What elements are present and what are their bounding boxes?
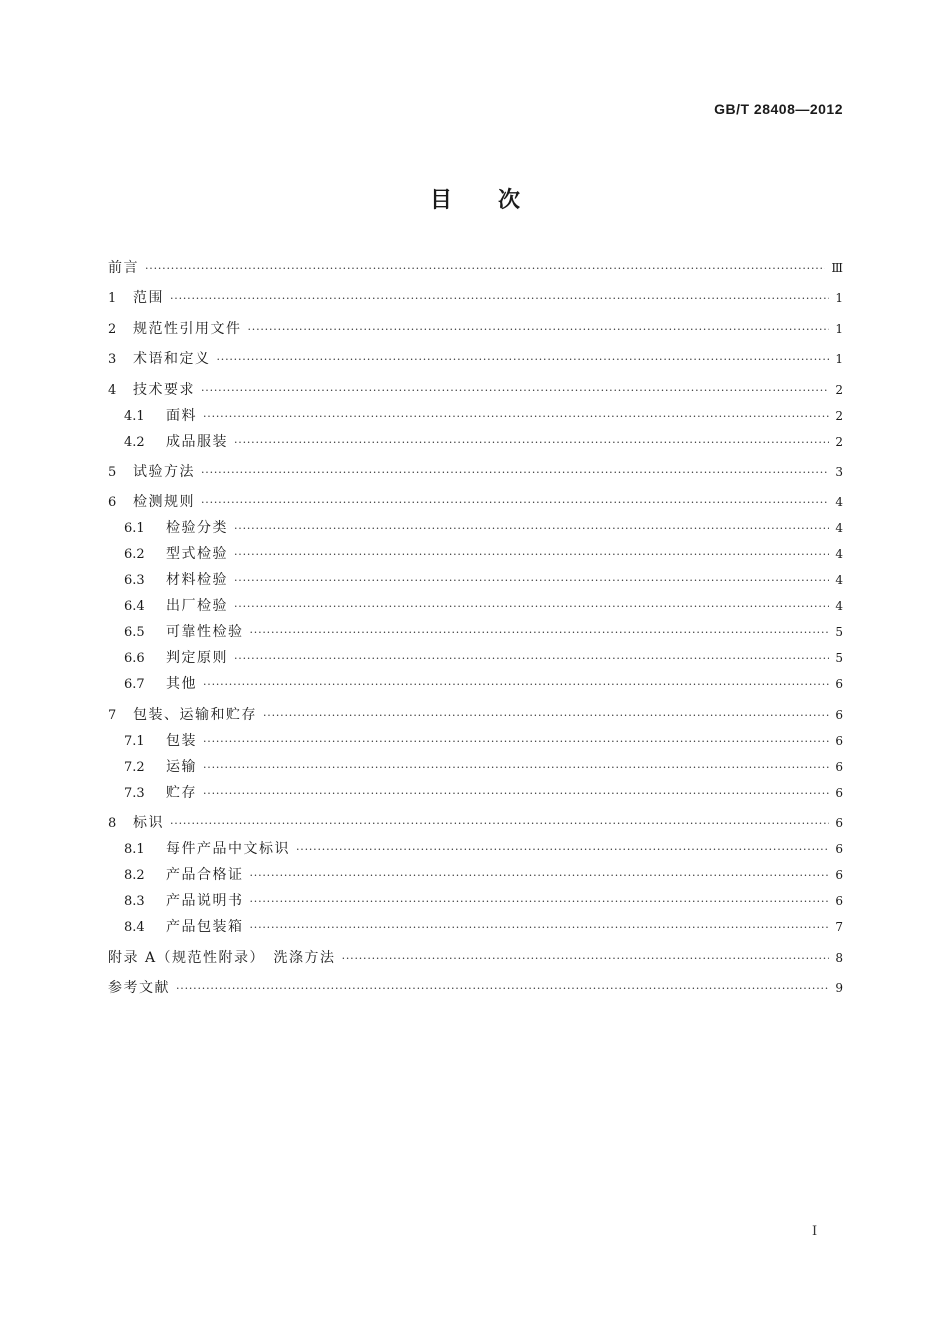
toc-entry[interactable]: [108, 706, 843, 725]
toc-entry-page: 4: [835, 521, 843, 536]
toc-leader-dots: [263, 707, 829, 725]
toc-leader-dots: [201, 494, 829, 512]
toc-entry-label: 参考文献: [108, 979, 170, 996]
toc-leader-dots: [145, 260, 825, 278]
toc-entry-label: 产品说明书: [166, 893, 244, 910]
toc-entry-number: 5: [108, 464, 117, 480]
toc-entry-label: 每件产品中文标识: [166, 841, 290, 858]
toc-entry-page: 6: [835, 894, 843, 909]
toc-entry-number: 8: [108, 816, 117, 832]
toc-entry-page: 5: [835, 651, 843, 666]
toc-entry-page: 6: [835, 868, 843, 883]
toc-entry-page: 4: [835, 573, 843, 588]
toc-entry-label: 前言: [108, 260, 139, 276]
toc-entry-label: 贮存: [166, 784, 197, 801]
toc-entry-page: 5: [835, 625, 843, 640]
toc-leader-dots: [250, 624, 830, 642]
toc-subentry[interactable]: [108, 840, 843, 859]
toc-subentry[interactable]: [108, 597, 843, 616]
toc-leader-dots: [203, 759, 829, 777]
toc-leader-dots: [217, 351, 830, 369]
toc-entry[interactable]: [108, 979, 843, 998]
toc-subentry[interactable]: [108, 892, 843, 911]
toc-leader-dots: [176, 980, 829, 998]
toc-entry-label: 成品服装: [166, 433, 228, 450]
toc-entry[interactable]: [108, 289, 843, 308]
toc-entry-label: 规范性引用文件: [133, 320, 242, 337]
toc-subentry[interactable]: [108, 623, 843, 642]
toc-entry-page: 4: [835, 599, 843, 614]
toc-entry-number: 4.1: [124, 408, 145, 424]
toc-entry-label: 运输: [166, 758, 197, 775]
toc-entry-label: 产品包装箱: [166, 919, 244, 936]
toc-leader-dots: [201, 464, 829, 482]
toc-entry-label: 检验分类: [166, 520, 228, 537]
toc-entry[interactable]: [108, 350, 843, 369]
toc-entry-number: 4.2: [124, 434, 145, 450]
toc-leader-dots: [201, 382, 829, 400]
toc-entry-label: 范围: [133, 290, 164, 307]
toc-entry[interactable]: [108, 320, 843, 339]
toc-entry-number: 2: [108, 321, 117, 337]
toc-entry-page: 3: [835, 464, 843, 479]
toc-entry-number: 6.5: [124, 625, 145, 641]
toc-leader-dots: [203, 408, 829, 426]
toc-subentry[interactable]: [108, 784, 843, 803]
toc-entry-label: 面料: [166, 407, 197, 424]
toc-entry-label: 判定原则: [166, 650, 228, 667]
toc-entry-page: 6: [835, 677, 843, 692]
toc-list: [108, 259, 843, 998]
toc-subentry[interactable]: [108, 866, 843, 885]
toc-entry-label: 试验方法: [133, 463, 195, 480]
toc-entry-number: 4: [108, 382, 117, 398]
toc-entry-page: Ⅲ: [831, 261, 843, 275]
toc-leader-dots: [203, 676, 829, 694]
toc-entry[interactable]: [108, 814, 843, 833]
toc-entry-page: 4: [835, 495, 843, 510]
toc-subentry[interactable]: [108, 519, 843, 538]
toc-leader-dots: [250, 893, 830, 911]
toc-subentry[interactable]: [108, 433, 843, 452]
toc-entry-page: 6: [835, 842, 843, 857]
toc-leader-dots: [250, 919, 830, 937]
toc-entry[interactable]: [108, 381, 843, 400]
toc-entry-page: 9: [835, 980, 843, 995]
toc-entry-page: 6: [835, 759, 843, 774]
toc-entry-number: 1: [108, 291, 117, 307]
toc-subentry[interactable]: [108, 732, 843, 751]
toc-subentry[interactable]: [108, 758, 843, 777]
toc-title: 目次: [429, 188, 566, 213]
toc-entry-label: 标识: [133, 815, 164, 832]
toc-subentry[interactable]: [108, 675, 843, 694]
toc-entry-page: 1: [835, 291, 843, 306]
toc-entry-number: 7.2: [124, 759, 145, 775]
toc-entry[interactable]: [108, 493, 843, 512]
toc-entry-label: 材料检验: [166, 572, 228, 589]
toc-entry[interactable]: [108, 949, 843, 968]
toc-entry-label: 检测规则: [133, 494, 195, 511]
toc-leader-dots: [234, 650, 829, 668]
toc-leader-dots: [234, 546, 829, 564]
toc-entry-label: 产品合格证: [166, 867, 244, 884]
toc-leader-dots: [170, 290, 829, 308]
toc-entry-label: 出厂检验: [166, 598, 228, 615]
toc-leader-dots: [234, 572, 829, 590]
toc-entry-page: 8: [835, 950, 843, 965]
page-number: Ⅰ: [812, 1224, 818, 1239]
toc-leader-dots: [234, 520, 829, 538]
toc-entry-number: 7.1: [124, 733, 145, 749]
toc-subentry[interactable]: [108, 571, 843, 590]
toc-entry-number: 6.6: [124, 651, 145, 667]
toc-entry-label: 型式检验: [166, 546, 228, 563]
toc-entry-number: 6.2: [124, 547, 145, 563]
toc-entry-label: 附录 A（规范性附录） 洗涤方法: [108, 949, 336, 966]
toc-entry-number: 6.4: [124, 599, 145, 615]
toc-entry-page: 6: [835, 733, 843, 748]
toc-entry-label: 技术要求: [133, 381, 195, 398]
toc-entry-number: 6: [108, 495, 117, 511]
toc-leader-dots: [203, 733, 829, 751]
toc-entry-label: 其他: [166, 676, 197, 693]
toc-entry-number: 6.3: [124, 573, 145, 589]
toc-entry-page: 6: [835, 707, 843, 722]
toc-subentry[interactable]: [108, 407, 843, 426]
toc-entry-page: 7: [835, 920, 843, 935]
toc-entry[interactable]: [108, 463, 843, 482]
toc-leader-dots: [203, 785, 829, 803]
toc-entry-number: 6.7: [124, 677, 145, 693]
toc-leader-dots: [234, 598, 829, 616]
toc-leader-dots: [248, 321, 830, 339]
toc-entry-number: 8.3: [124, 894, 145, 910]
toc-entry-page: 2: [835, 408, 843, 423]
toc-entry-number: 3: [108, 352, 117, 368]
toc-entry-number: 6.1: [124, 521, 145, 537]
toc-entry-page: 1: [835, 352, 843, 367]
toc-entry-number: 7.3: [124, 785, 145, 801]
toc-entry-page: 1: [835, 321, 843, 336]
toc-leader-dots: [170, 815, 829, 833]
toc-entry[interactable]: [108, 259, 843, 278]
toc-entry-label: 术语和定义: [133, 351, 211, 368]
toc-leader-dots: [250, 867, 830, 885]
toc-subentry[interactable]: [108, 545, 843, 564]
toc-entry-page: 4: [835, 547, 843, 562]
toc-entry-page: 6: [835, 785, 843, 800]
toc-entry-number: 7: [108, 707, 117, 723]
toc-leader-dots: [234, 434, 829, 452]
toc-entry-number: 8.4: [124, 920, 145, 936]
standard-code: GB/T 28408—2012: [714, 101, 843, 117]
toc-leader-dots: [342, 950, 829, 968]
toc-entry-number: 8.1: [124, 842, 145, 858]
toc-entry-label: 包装、运输和贮存: [133, 706, 257, 723]
toc-subentry[interactable]: [108, 649, 843, 668]
toc-entry-page: 2: [835, 434, 843, 449]
toc-entry-label: 包装: [166, 732, 197, 749]
toc-entry-label: 可靠性检验: [166, 624, 244, 641]
toc-entry-number: 8.2: [124, 868, 145, 884]
toc-subentry[interactable]: [108, 918, 843, 937]
toc-leader-dots: [296, 841, 829, 859]
toc-entry-page: 6: [835, 816, 843, 831]
toc-entry-page: 2: [835, 382, 843, 397]
